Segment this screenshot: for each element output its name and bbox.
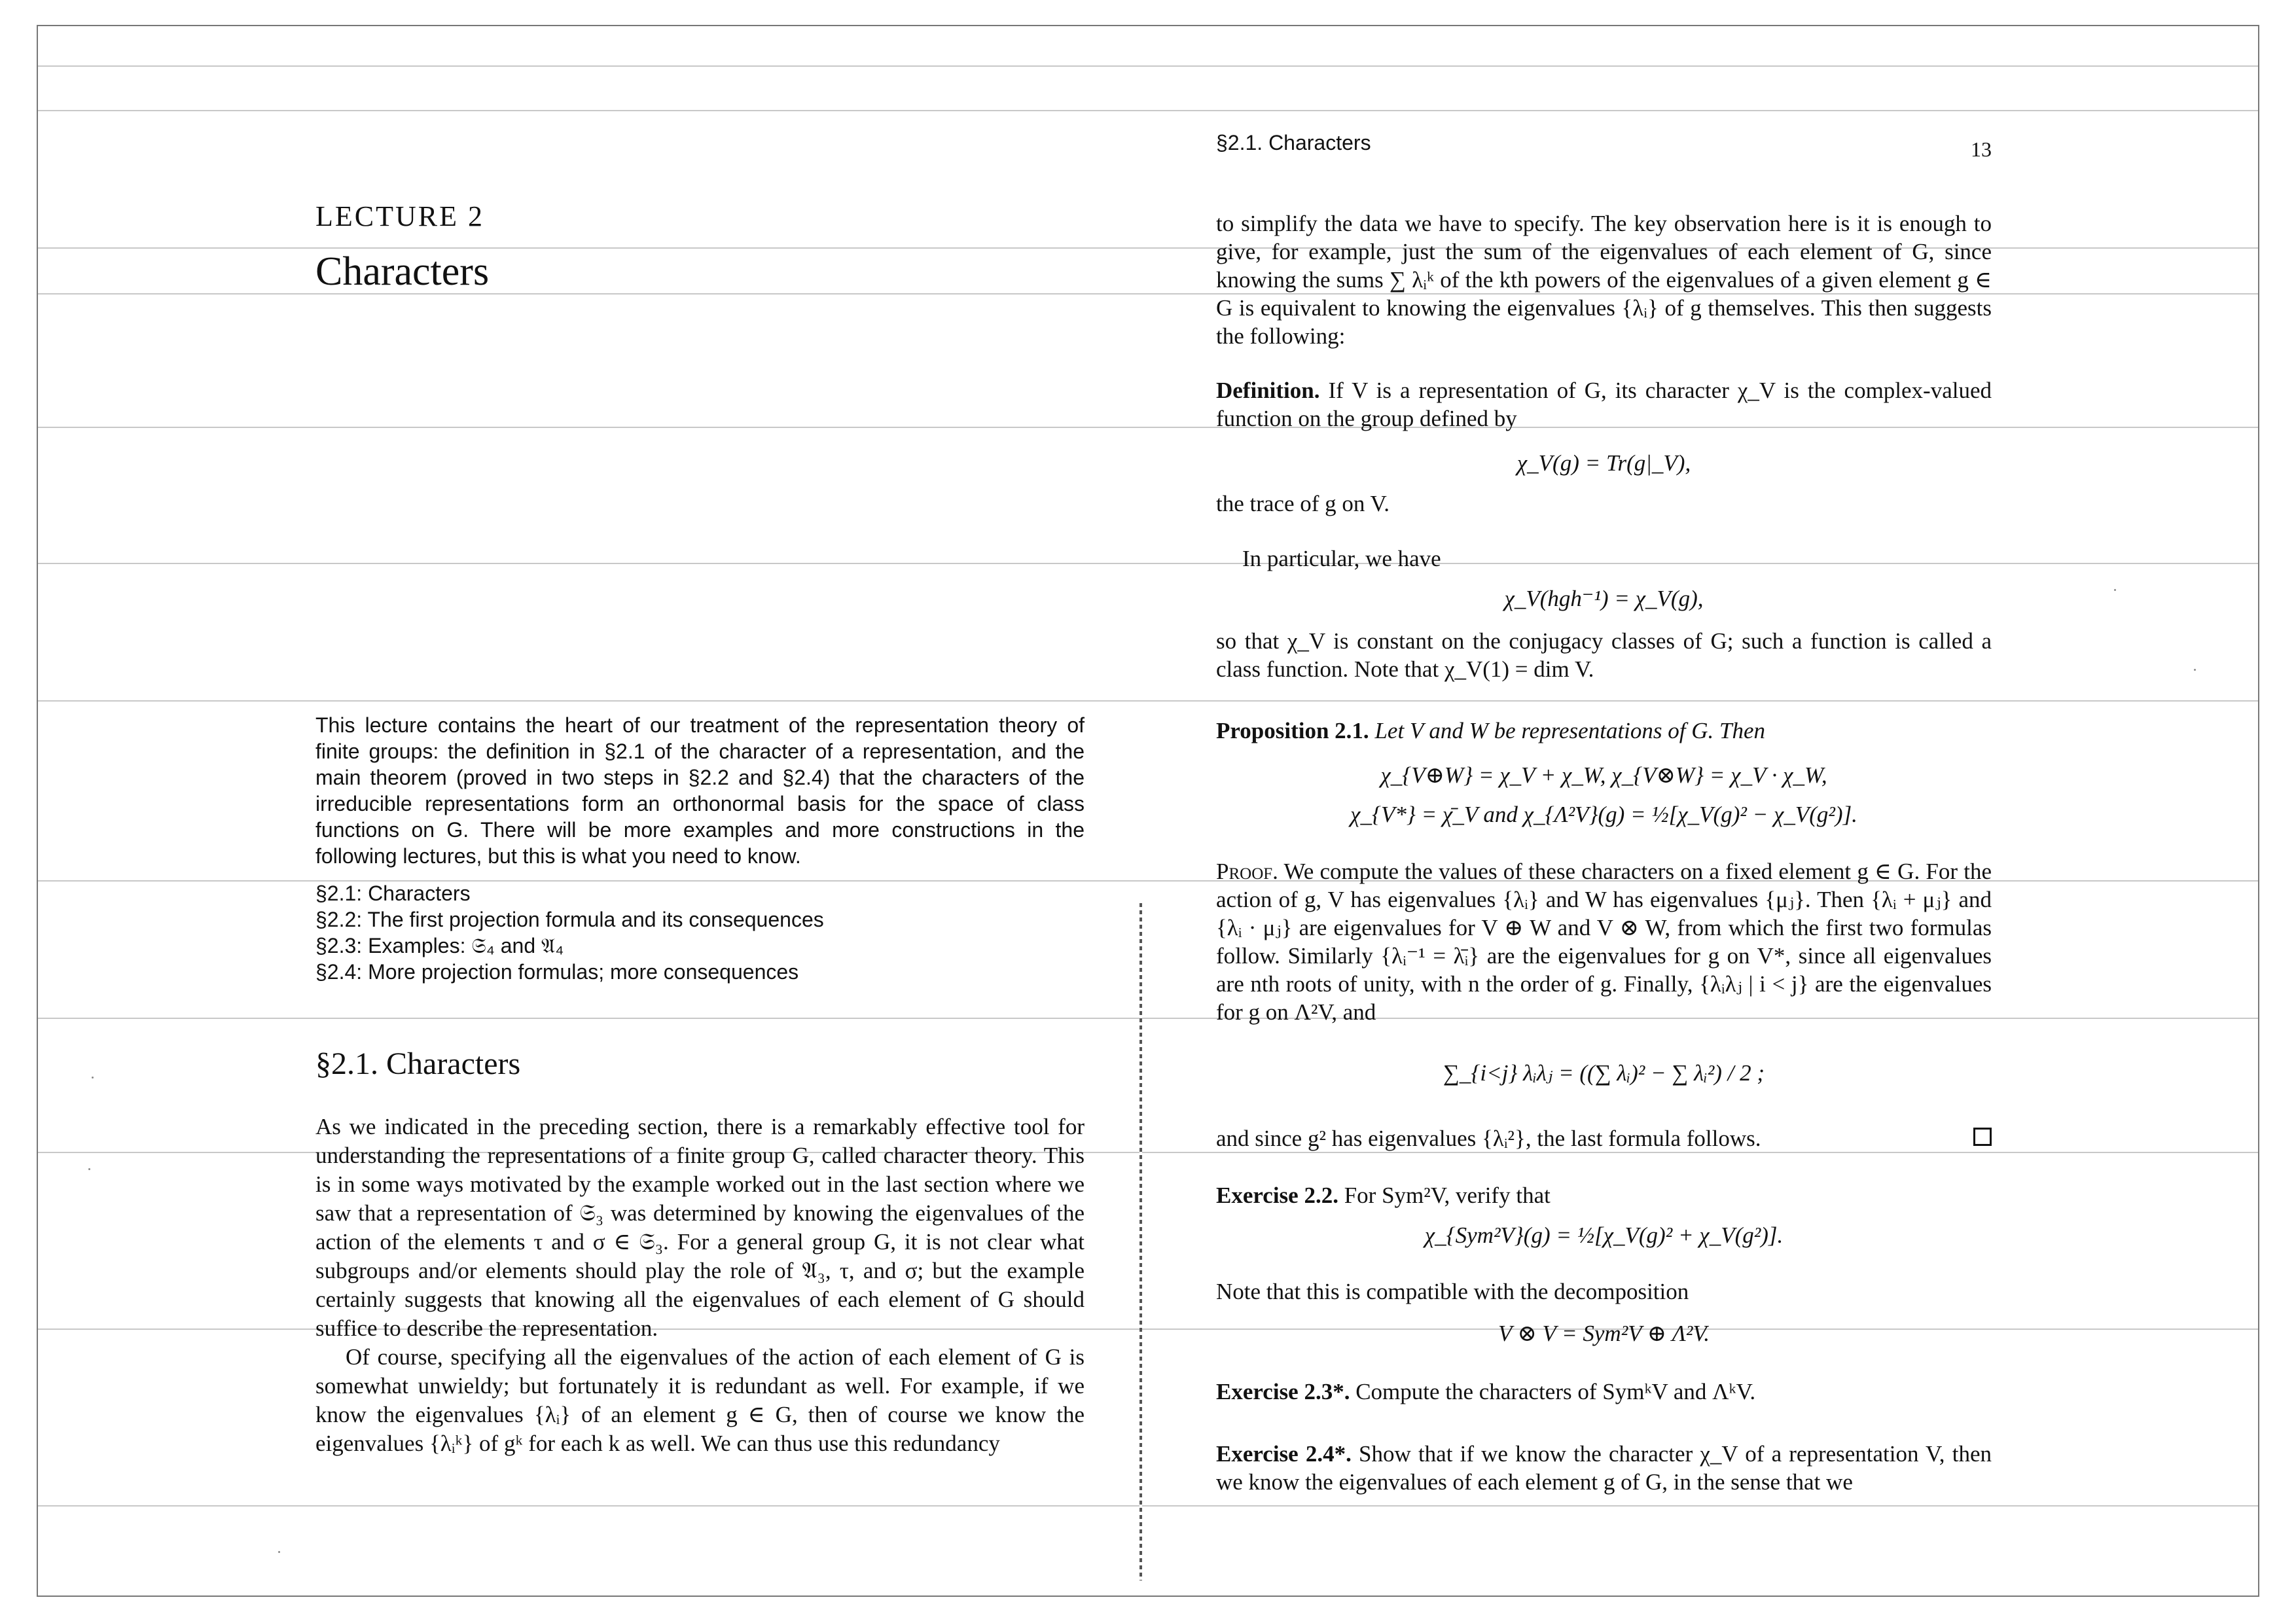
particular-text: In particular, we have: [1242, 546, 1441, 571]
body-paragraph: As we indicated in the preceding section, there is a remarkably effective tool for understanding the representations of a finite group G, called character theory. This is in some ways motivated by the example worked out in the last section where we saw that a representation of 𝔖₃ was determined by knowing the eigenvalues of the action of the elements τ and σ ∈ 𝔖₃. For a general group G, it is not clear what subgroups and/or elements should play the role of 𝔄₃, τ, and σ; but the example certainly suggests that knowing all the eigenvalues of each element of G should suffice to describe the representation.: [315, 1114, 1085, 1341]
definition-text: If V is a representation of G, its character χ_V is the complex-valued function on the group defined by: [1216, 378, 1992, 431]
exercise-label: Exercise 2.2.: [1216, 1183, 1338, 1208]
proof-label: Proof.: [1216, 859, 1278, 884]
section-heading: §2.1. Characters: [315, 1046, 521, 1081]
definition-block: [1216, 376, 1992, 433]
exercise-text: For Sym²V, verify that: [1344, 1183, 1551, 1208]
proof-end-text: and since g² has eigenvalues {λᵢ²}, the last formula follows.: [1216, 1126, 1761, 1151]
scan-speck: [88, 1168, 90, 1170]
equation-sum: ∑_{i<j} λᵢλⱼ = ((∑ λᵢ)² − ∑ λᵢ²) / 2 ;: [1443, 1060, 1765, 1086]
definition-label: Definition.: [1216, 378, 1320, 403]
scan-rule: [38, 1505, 2258, 1507]
exercise-text: Show that if we know the character χ_V of a representation V, then we know the eigenvalues of each element g of G, in the sense that we: [1216, 1441, 1992, 1495]
exercise-label: Exercise 2.3*.: [1216, 1379, 1350, 1404]
exercise-2-3: [1216, 1378, 1992, 1406]
proposition-block: [1216, 717, 1992, 745]
compatible-text: Note that this is compatible with the decomposition: [1216, 1279, 1689, 1304]
running-head: §2.1. Characters: [1216, 131, 1371, 154]
qed-box-icon: [1973, 1128, 1992, 1146]
proposition-label: Proposition 2.1.: [1216, 718, 1369, 743]
section-body: [315, 1113, 1085, 1458]
equation-sym: χ_{Sym²V}(g) = ½[χ_V(g)² + χ_V(g²)].: [1424, 1222, 1784, 1248]
exercise-label: Exercise 2.4*.: [1216, 1441, 1352, 1467]
section-list-item: §2.2: The first projection formula and its consequences: [315, 908, 824, 931]
proof-text: We compute the values of these characters on a fixed element g ∈ G. For the action of g, V has eigenvalues {λᵢ} and W has eigenvalues {μⱼ}. Then {λᵢ + μⱼ} and {λᵢ · μⱼ} are eigenvalues for V ⊕ W and V ⊗ W, from which the first two formulas follow. Similarly {λᵢ⁻¹ = λ̄ᵢ} are the eigenvalues for g on V*, since all eigenvalues are nth roots of unity, with n the order of g. Finally, {λᵢλⱼ | i < j} are the eigenvalues for g on Λ²V, and: [1216, 859, 1992, 1025]
equation-prop-dual-wedge: χ_{V*} = χ̄_V and χ_{Λ²V}(g) = ½[χ_V(g)² − χ_V(g²)].: [1350, 802, 1857, 827]
equation-conjugacy: χ_V(hgh⁻¹) = χ_V(g),: [1504, 586, 1704, 611]
binding-gutter: [1139, 903, 1142, 1580]
section-list-item: §2.4: More projection formulas; more consequences: [315, 960, 799, 984]
lecture-title: Characters: [315, 249, 490, 294]
scan-speck: [278, 1551, 280, 1553]
section-list-item: §2.1: Characters: [315, 882, 471, 905]
intro-paragraph: [1216, 209, 1992, 350]
proof-block: [1216, 857, 1992, 1026]
scan-rule: [38, 65, 2258, 67]
scan-speck: [2114, 589, 2116, 591]
page-number: 13: [1971, 137, 1992, 161]
exercise-text: Compute the characters of SymᵏV and ΛᵏV.: [1355, 1379, 1756, 1404]
exercise-2-4: [1216, 1440, 1992, 1496]
scan-rule: [38, 110, 2258, 111]
section-list-item: §2.3: Examples: 𝔖₄ and 𝔄₄: [315, 934, 564, 957]
proposition-text: Let V and W be representations of G. Then: [1374, 718, 1766, 743]
scan-rule: [38, 700, 2258, 702]
trace-text: the trace of g on V.: [1216, 491, 1390, 516]
scan-speck: [92, 1077, 94, 1079]
lecture-abstract: This lecture contains the heart of our treatment of the representation theory of finite groups: the definition in §2.1 of the character of a representation, and the main theorem (proved in two steps in §2.2 and §2.4) that the characters of the irreducible representations form an orthonormal basis for the space of class functions on G. There will be more examples and more constructions in the following lectures, but this is what you need to know.: [315, 713, 1085, 868]
exercise-2-2: [1216, 1181, 1992, 1209]
intro-text: to simplify the data we have to specify. The key observation here is it is enough to give, for example, just the sum of the eigenvalues of each element of G, since knowing the sums ∑ λᵢᵏ of the kth powers of the eigenvalues of a given element g ∈ G is equivalent to knowing the eigenvalues {λᵢ} of g themselves. This then suggests the following:: [1216, 211, 1992, 349]
equation-decomposition: V ⊗ V = Sym²V ⊕ Λ²V.: [1498, 1321, 1710, 1346]
equation-prop-sum-product: χ_{V⊕W} = χ_V + χ_W, χ_{V⊗W} = χ_V · χ_W,: [1380, 762, 1827, 788]
section-list: [315, 880, 1085, 985]
equation-character: χ_V(g) = Tr(g|_V),: [1516, 450, 1691, 476]
class-function-text: so that χ_V is constant on the conjugacy classes of G; such a function is called a class function. Note that χ_V(1) = dim V.: [1216, 628, 1992, 682]
body-paragraph: Of course, specifying all the eigenvalues of the action of each element of G is somewhat unwieldy; but fortunately it is redundant as well. For example, if we know the eigenvalues {λᵢ} of an element g ∈ G, then of course we know the eigenvalues {λᵢᵏ} of gᵏ for each k as well. We can thus use this redundancy: [315, 1344, 1085, 1456]
scan-speck: [2194, 669, 2196, 671]
lecture-label: LECTURE 2: [315, 200, 484, 232]
